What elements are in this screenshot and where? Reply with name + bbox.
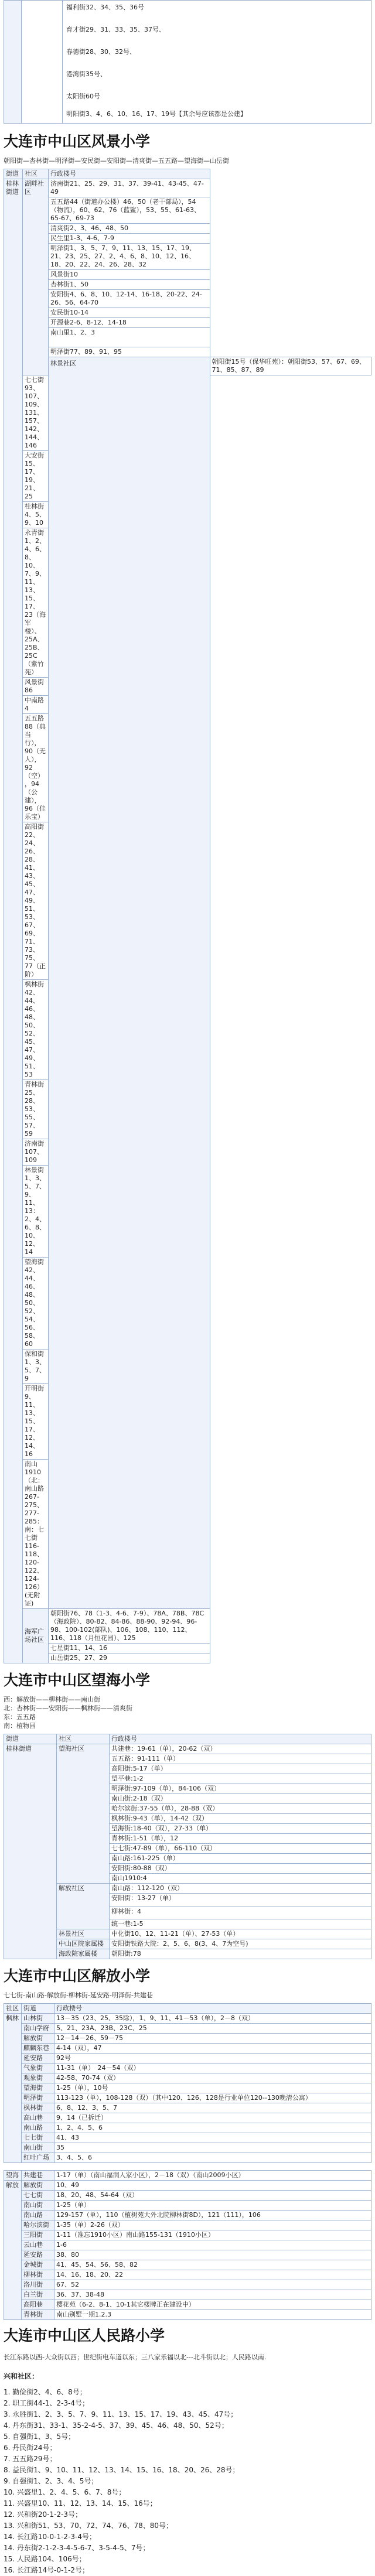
school-district-table-fengjing <box>4 169 371 1663</box>
list-item: 11. 兴盛里10、11、12、13、14、15、16号； <box>4 2499 157 2507</box>
section-title-renminlu: 大连市中山区人民路小学 <box>4 2327 165 2344</box>
address-row: 济南街21、25、29、31、37、39-41、43-45、47-49 <box>49 179 210 197</box>
boundary-line: 北：杏林街——安阳街——枫林街——清爽街 <box>4 1704 132 1712</box>
header-numbers: 行政楼号 <box>54 2004 371 2014</box>
address-row: 5、21、23A、23B、23C、25 <box>54 2024 371 2034</box>
address-row: 36、37、38-48 <box>54 2290 371 2300</box>
address-row: 大安街15、17、19、21、25 <box>23 451 49 502</box>
address-row: 6、8、12、3、5、7 <box>54 2103 371 2113</box>
address-row: 安民街10-14 <box>49 308 210 318</box>
address-row: 南山别墅一期1.2.3 <box>54 2310 371 2320</box>
community-cell: 解放社区 <box>57 1884 110 1929</box>
address-row: 山岳街25、27、29 <box>49 1653 210 1663</box>
street-cell: 枫林街 <box>22 2103 54 2113</box>
address-row: 1-25（单） <box>54 2201 371 2211</box>
community-cell: 解放 <box>4 2181 22 2320</box>
community-cell: 望海社区 <box>57 1744 110 1884</box>
street-cell: 南山街 <box>22 2143 54 2153</box>
list-item: 13. 兴和街51、53、70、72、74、76、78、80号； <box>4 2522 173 2530</box>
address-row: 五五路：91-111（单） <box>110 1754 371 1764</box>
street-cell: 高山巷 <box>22 2113 54 2123</box>
street-cell: 共建巷 <box>22 2171 54 2181</box>
street-cell: 洛川街 <box>22 2280 54 2290</box>
street-cell: 高阳巷 <box>22 2300 54 2310</box>
address-row: 朝阳街15号（保华旺苑）：朝阳街53、57、67、69、71、85、87、89 <box>210 357 371 375</box>
address-row: 明泽街:97-109（单），84-106（双） <box>110 1784 371 1794</box>
header-community: 社区 <box>57 1734 110 1744</box>
address-row: 12－14－26、59－75 <box>54 2034 371 2044</box>
address-row: 望海街:18-40（双），27-33（单） <box>110 1824 371 1834</box>
street-cell: 云山巷 <box>22 2240 54 2250</box>
address-row: 明泽街1、3、5、7、9、11、13、15、17、19、21、23、25、27、2、4、6、8、10、12、16、18、20、22、24、26、28、32 <box>49 244 210 270</box>
address-row: 113-123（单），108-128（双）（其中120、126、128是行业单位120--130晚清公寓） <box>54 2093 371 2103</box>
address-row: 安阳街:80-88（双） <box>110 1864 371 1874</box>
continuation-line: 春德街28、30、32号、 <box>66 48 136 56</box>
address-row: 11-31（单） 24－54（双） <box>54 2063 371 2073</box>
street-cell: 延安路 <box>22 2250 54 2260</box>
header-community: 社区 <box>4 2004 22 2014</box>
address-row: 林景街1、3、5、7、9、11、13：2、4、6、8、10、12、14 <box>23 1166 49 1258</box>
boundary-text: 长江东路以西-大众街以西；世纪街电车道以东；三八家乐福以北---北斗街以北；人民路以南. <box>4 2353 267 2361</box>
list-item: 8. 益民街1、9、10、11、12、13、14、15、16、18、20、26、28号； <box>4 2466 240 2474</box>
address-row: 南山1910（北：南山路267-275、277-285：南：七七街116-118、120-122、124-126）(无附证) <box>23 1460 49 1609</box>
address-row: 共建巷：19-61（单），20-62（双） <box>110 1744 371 1754</box>
address-row: 1-25（单），10号 <box>54 2083 371 2093</box>
street-cell: 解放街 <box>22 2181 54 2191</box>
list-item: 5. 自强街1、3、5号； <box>4 2432 76 2441</box>
address-row: 桂林街4、5、9、10 <box>23 502 49 528</box>
continuation-numbers-cell <box>63 1 371 124</box>
community-cell: 湖畔社区 <box>23 179 49 375</box>
list-item: 15. 人民路104、106号； <box>4 2555 86 2563</box>
street-cell: 南山路 <box>22 2123 54 2133</box>
address-row: 南山路:161-225（单） <box>110 1854 371 1864</box>
address-row: 朝阳街:78 <box>110 1949 371 1959</box>
address-row: 开源巷2-6、8-12、14-18 <box>49 318 210 328</box>
street-cell: 明泽街 <box>22 2093 54 2103</box>
street-cell: 金城街 <box>22 2260 54 2270</box>
address-row: 七七街93、107、109、131、157、142、144、146 <box>23 375 49 451</box>
address-row: 望平巷:1-2 <box>110 1774 371 1784</box>
address-row: 4-14（双），47 <box>54 2044 371 2054</box>
list-item: 3. 永胜街1、2、3、5、7、9、11、13、15、17、19、43、45、47号； <box>4 2410 238 2418</box>
address-row: 风景街10 <box>49 270 210 280</box>
address-row: 安阳街铁路大院：2、5、6、8(3、4、7为空号) <box>110 1939 371 1949</box>
address-row: 柳林街：4 <box>110 1907 371 1919</box>
address-row: 明泽街77、89、91、95 <box>49 347 210 357</box>
list-item: 16. 长江路14号-0-1-2号； <box>4 2566 90 2574</box>
street-cell: 白兰街 <box>22 2290 54 2300</box>
address-row: 永青街1、2、4、6、8、10、7、9、11、13、15、17、23（海军楼）、25A、25B、25C（紫竹苑） <box>23 528 49 678</box>
address-row: 南山路：112-120（双） <box>110 1884 371 1894</box>
community-cell: 枫林 <box>4 2014 22 2163</box>
street-cell: 气象街 <box>22 2063 54 2073</box>
address-row: 3、4、5、6 <box>54 2153 371 2163</box>
address-row: 10、49 <box>54 2181 371 2191</box>
boundary-block <box>4 1693 371 1734</box>
address-row: 风景街86 <box>23 678 49 696</box>
street-cell: 南山路 <box>22 2211 54 2220</box>
list-item: 12. 兴和街20-1-2-3号； <box>4 2510 83 2519</box>
address-row: 42-58、70-74（双） <box>54 2073 371 2083</box>
address-row: 青林街:1-51（单），12 <box>110 1834 371 1844</box>
address-row: 41、45、54、56、58、82 <box>54 2260 371 2270</box>
address-row: 安阳街：13-27（单） <box>110 1894 371 1907</box>
address-row: 38、80 <box>54 2250 371 2260</box>
address-row: 中南路4 <box>23 696 49 714</box>
continuation-street-cell <box>4 1 22 124</box>
street-cell: 南山学府 <box>22 2024 54 2034</box>
address-row: 望海街42、44、46、48、50、52、54、56、58、60 <box>23 1258 49 1350</box>
address-row: 哈尔滨街:37-55（单），28-88（双） <box>110 1804 371 1814</box>
school-district-table-wanghai <box>4 1734 371 1959</box>
address-row: 1-6 <box>54 2240 371 2250</box>
community-cell: 海政院家属楼 <box>57 1949 110 1959</box>
continuation-line: 港湾街35号、 <box>66 70 107 78</box>
community-cell: 林景社区 <box>49 357 210 1609</box>
header-numbers: 行政楼号 <box>49 169 210 179</box>
address-row: 13－35（23、25、35除），1、9、11、41－53（单），2－8（双） <box>54 2014 371 2024</box>
community-cell: 林景社区 <box>57 1929 110 1939</box>
address-row: 67、52 <box>54 2280 371 2290</box>
address-row: 枫林街:9-43（单），14-42（双） <box>110 1814 371 1824</box>
street-cell: 观象街 <box>22 2073 54 2083</box>
address-row: 35 <box>54 2143 371 2153</box>
header-numbers: 行政楼号 <box>110 1734 371 1744</box>
address-row: 民生里1-3、4-6、7-9 <box>49 234 210 244</box>
street-cell: 桂林街道 <box>4 1744 57 1959</box>
street-cell: 解放街 <box>22 2034 54 2044</box>
boundary-text: 七七街-南山路-解放街-柳林街-延安路-明泽街-共建巷 <box>4 1991 153 1999</box>
boundary-line: 南：植物园 <box>4 1722 36 1730</box>
street-cell: 南山街 <box>22 2201 54 2211</box>
continuation-community-cell <box>22 1 63 124</box>
address-row: 92号 <box>54 2054 371 2063</box>
school-district-table-jiefang <box>4 2003 371 2320</box>
address-row: 朝阳街76、78（1-3、4-6、7-9）、78A、78B、78C（海政院）、80-82、84-86、88-90、92-94、96-98、100-102(部队)、106、108、110、112、116、118（月恒花园）、125 <box>49 1609 210 1644</box>
community-cell: 中山区院家属楼 <box>57 1939 110 1949</box>
list-item: 2. 职工街44-1、2-3-4号； <box>4 2399 90 2407</box>
address-row: 清爽街2、3、46、48、50 <box>49 224 210 234</box>
boundary-line: 西：解放街——柳林街——南山街 <box>4 1696 100 1703</box>
address-row: 五五路44（街道办公楼）46、50（老干部局），54（物流），60、62、76（蓝鲨），53、55、61-63、65-67、69-73 <box>49 197 210 224</box>
street-cell: 柳林街 <box>22 2270 54 2280</box>
street-cell: 七七街 <box>22 2191 54 2201</box>
street-cell: 延安路 <box>22 2054 54 2063</box>
address-row: 七星街11、14、16 <box>49 1644 210 1653</box>
address-row: 青林街25、28、53、55、57、59 <box>23 1080 49 1139</box>
address-row: 9、14（已拆迁） <box>54 2113 371 2123</box>
street-cell: 红叶广场 <box>22 2153 54 2163</box>
street-cell: 麒麟东巷 <box>22 2044 54 2054</box>
list-item: 9. 自强街1、2、3、4、5号； <box>4 2477 98 2485</box>
list-item: 14. 丹东街2-1-2-3-4-5-6-7、3-5-4-5、7号； <box>4 2544 150 2552</box>
community-heading: 兴和社区： <box>4 2372 39 2380</box>
address-row: 开明街9、11、13、15、17、12、14、16 <box>23 1384 49 1460</box>
street-cell: 桂林街道 <box>4 179 23 1663</box>
continuation-table <box>4 0 371 124</box>
header-street: 街道 <box>22 2004 54 2014</box>
address-row: 樱花苑（6-2、8-1、10-1其它楼牌正在建设中） <box>54 2300 371 2310</box>
header-street: 街道 <box>4 1734 57 1744</box>
section-title-wanghai: 大连市中山区望海小学 <box>4 1672 151 1689</box>
address-row: 1-11（准忘1910小区）南山路155-131（1910小区） <box>54 2230 371 2240</box>
section-title-jiefang: 大连市中山区解放小学 <box>4 1967 151 1984</box>
continuation-line: 明阳街3、4、6、10、16、17、19号【其余号应该都是公建】 <box>66 110 247 118</box>
community-cell: 海军广场社区 <box>23 1609 49 1663</box>
boundary-line: 东：五五路 <box>4 1713 36 1721</box>
address-row: 南山1910:4 <box>110 1874 371 1884</box>
continuation-line: 太阳街60号 <box>66 93 100 100</box>
address-row: 41、43 <box>54 2133 371 2143</box>
street-cell: 山林街 <box>22 2014 54 2024</box>
continuation-line: 福利街32、34、35、36号 <box>66 4 144 11</box>
address-row: 五五路88（典当行），90（无人），92（空），94（公建），96（佳乐宝） <box>23 714 49 822</box>
section-title-fengjing: 大连市中山区风景小学 <box>4 133 151 150</box>
boundary-text: 朝阳街—杏林街—明泽街—安民街—安阳街—清爽街—五五路—望海街—山岳街 <box>4 157 229 165</box>
street-cell: 七七街 <box>22 2133 54 2143</box>
list-item: 1. 勤俭街2、4、6、8号； <box>4 2388 87 2396</box>
header-street: 街道 <box>4 169 23 179</box>
street-cell: 哈尔滨街 <box>22 2220 54 2230</box>
table-spacer <box>4 2163 371 2171</box>
list-item: 10. 兴盛里1、2、4、5、6、7、8号； <box>4 2488 126 2496</box>
community-cell: 望海 <box>4 2171 22 2181</box>
address-row: 高阳街22、24、26、28、41、43、45、47、49、51、53、67、69、71、73、75、77（正阶） <box>23 822 49 980</box>
header-community: 社区 <box>23 169 49 179</box>
street-cell: 三阳街 <box>22 2230 54 2240</box>
address-row: 七七街:47-89（单），66-110（双） <box>110 1844 371 1854</box>
address-row: 高阳街:5-17（单） <box>110 1764 371 1774</box>
address-row: 1-35（单）2-26（双） <box>54 2220 371 2230</box>
address-row: 安阳街4、6、8、10、12-14、16-18、20-22、24-26、56、64-70 <box>49 290 210 308</box>
address-row: 18、20、48、54-64（双） <box>54 2191 371 2201</box>
address-row: 南山里1、2、3 <box>49 328 210 347</box>
address-row: 枫林街42、44、46、48、50、52、45、47、49、51、53 <box>23 980 49 1080</box>
address-row: 济南街107、109 <box>23 1139 49 1166</box>
address-row: 统一巷:1-5 <box>110 1919 371 1929</box>
street-cell: 青林街 <box>22 2310 54 2320</box>
list-item: 7. 五五路29号； <box>4 2455 57 2463</box>
list-item: 4. 丹东街31、33-1、35-2-4-5、37、39、45、46、48、50、52号； <box>4 2421 229 2430</box>
address-row: 1、2、4、5、6 <box>54 2123 371 2133</box>
continuation-line: 育才街29、31、33、35、37号、 <box>66 26 165 33</box>
address-row: 14、16、18、20、22 <box>54 2270 371 2280</box>
address-row: 中化街10、12、11-21（单）、27-53（单） <box>110 1929 371 1939</box>
address-row: 南山街:2-18（双） <box>110 1794 371 1804</box>
address-row: 129-157（单），110（植树苑大外北院柳林街8D），121（111），106 <box>54 2211 371 2220</box>
address-row: 保和街1、3、5、7、9 <box>23 1350 49 1384</box>
address-row: 1-17（单）（南山福润人家小区），2－18（双）（南山2009小区） <box>54 2171 371 2181</box>
address-list <box>4 2365 371 2576</box>
address-row: 杏林街1、50 <box>49 280 210 290</box>
street-cell: 望海街 <box>22 2083 54 2093</box>
list-item: 6. 丹民街24号； <box>4 2444 57 2452</box>
list-item: 14. 长江路10-0-1-2-3-4号； <box>4 2533 96 2541</box>
